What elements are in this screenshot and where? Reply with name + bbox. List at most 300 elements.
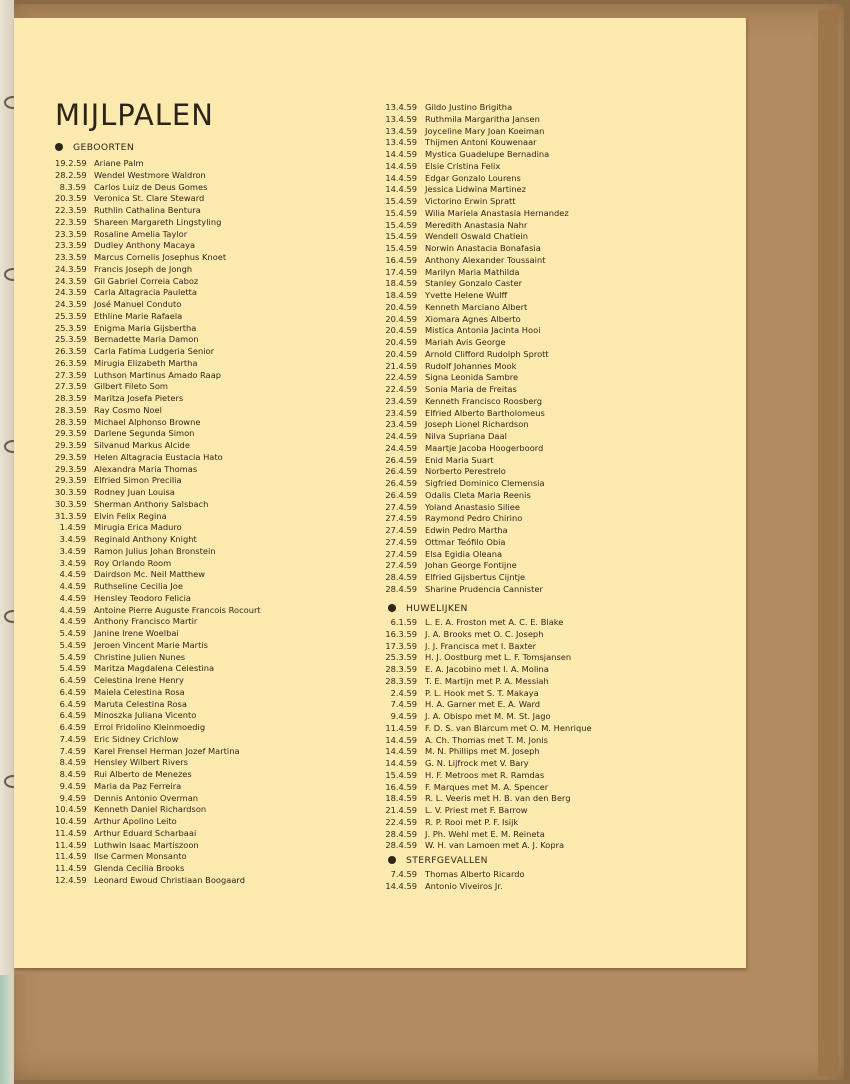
- entry-name: Sigfried Dominico Clemensia: [425, 478, 545, 488]
- list-entry: [384, 549, 569, 561]
- list-entry: [384, 840, 592, 852]
- entry-date: 8.3.59: [59, 181, 86, 192]
- entry-name: Thomas Alberto Ricardo: [425, 869, 525, 879]
- entry-name: Anthony Alexander Toussaint: [425, 254, 546, 265]
- entry-name: Rosaline Amelia Taylor: [94, 228, 188, 239]
- entry-date: 24.3.59: [55, 299, 87, 309]
- list-entry: [55, 346, 261, 358]
- entry-name: M. N. Phillips met M. Joseph: [425, 746, 540, 757]
- list-entry: [55, 722, 261, 734]
- entry-name: Marcus Cornelis Josephus Knoet: [94, 252, 227, 262]
- list-entry: [55, 205, 261, 217]
- entry-date: 27.3.59: [55, 381, 87, 392]
- list-entry: [55, 487, 261, 499]
- list-entry: [384, 220, 569, 232]
- list-entry: [55, 381, 261, 393]
- entry-name: Francis Joseph de Jongh: [94, 263, 193, 274]
- entry-date: 30.3.59: [55, 487, 87, 497]
- entry-date: 16.4.59: [385, 254, 417, 265]
- entry-date: 6.4.59: [59, 698, 86, 709]
- entry-date: 28.4.59: [385, 583, 417, 594]
- entry-date: 26.4.59: [385, 466, 417, 477]
- entry-date: 28.4.59: [385, 572, 417, 582]
- entry-name: Ramon Julius Johan Bronstein: [94, 545, 216, 556]
- list-entry: [55, 734, 261, 746]
- list-entry: [384, 676, 592, 688]
- entry-name: J. J. Francisca met I. Baxter: [425, 640, 537, 651]
- entry-date: 29.3.59: [55, 463, 87, 474]
- entry-date: 24.3.59: [55, 287, 87, 298]
- entry-date: 28.3.59: [55, 393, 87, 403]
- entry-date: 5.4.59: [59, 639, 86, 650]
- list-entry: [55, 428, 261, 440]
- entry-name: Elsie Cristina Felix: [425, 160, 501, 171]
- list-entry: [55, 252, 261, 264]
- entry-name: Gildo Justino Brigitha: [425, 102, 513, 112]
- list-entry: [384, 793, 592, 805]
- entry-date: 5.4.59: [59, 651, 86, 662]
- entry-date: 21.4.59: [385, 360, 417, 371]
- entry-name: Ruthseline Cecilia Joe: [94, 581, 183, 591]
- entry-name: Stanley Gonzalo Caster: [425, 278, 523, 289]
- entry-name: Mistica Antonia Jacinta Hooi: [425, 325, 541, 336]
- list-entry: [55, 769, 261, 781]
- entry-date: 28.3.59: [55, 404, 87, 415]
- entry-date: 12.4.59: [55, 874, 87, 885]
- list-entry: [384, 735, 592, 747]
- list-entry: [55, 475, 261, 487]
- list-entry: [384, 699, 592, 711]
- entry-date: 16.3.59: [385, 628, 417, 639]
- list-entry: [55, 640, 261, 652]
- entry-date: 11.4.59: [55, 851, 87, 862]
- entry-name: L. E. A. Froston met A. C. E. Blake: [425, 617, 564, 627]
- entry-date: 6.4.59: [59, 710, 86, 721]
- list-entry: [384, 337, 569, 349]
- entry-date: 29.3.59: [55, 440, 87, 450]
- bullet-icon: [388, 856, 396, 864]
- list-entry: [384, 137, 569, 149]
- entry-date: 17.4.59: [385, 266, 417, 277]
- list-entry: [384, 629, 592, 641]
- entry-name: Antoine Pierre Auguste Francois Rocourt: [94, 604, 261, 615]
- list-entry: [55, 311, 261, 323]
- list-entry: [384, 478, 569, 490]
- entry-name: Arthur Apolino Leito: [94, 816, 177, 826]
- list-entry: [55, 323, 261, 335]
- list-entry: [55, 652, 261, 664]
- entry-date: 19.2.59: [55, 158, 87, 168]
- list-entry: [384, 711, 592, 723]
- entry-name: Jeroen Vincent Marie Martis: [94, 639, 208, 650]
- entry-name: Glenda Cecilia Brooks: [94, 863, 185, 873]
- list-entry: [384, 869, 525, 881]
- entry-name: Kenneth Daniel Richardson: [94, 804, 207, 815]
- entry-name: Elsa Egidia Oleana: [425, 548, 503, 559]
- list-entry: [55, 440, 261, 452]
- entry-date: 27.4.59: [385, 536, 417, 547]
- list-entry: [384, 102, 569, 114]
- entry-name: Mystica Guadelupe Bernadina: [425, 149, 550, 159]
- entry-date: 24.4.59: [385, 442, 417, 453]
- binding-strip-tab: [0, 975, 10, 1084]
- list-entry: [384, 231, 569, 243]
- entry-name: J. A. Brooks met O. C. Joseph: [425, 628, 544, 639]
- entry-date: 20.4.59: [385, 301, 417, 312]
- list-entry: [384, 419, 569, 431]
- entry-name: Shareen Margareth Lingstyling: [94, 216, 222, 227]
- entry-date: 2.4.59: [390, 687, 417, 698]
- entry-name: E. A. Jacobino met I. A. Molina: [425, 664, 549, 674]
- list-entry: [384, 396, 569, 408]
- entry-date: 9.4.59: [59, 792, 86, 803]
- entry-date: 24.3.59: [55, 275, 87, 286]
- entry-date: 27.4.59: [385, 560, 417, 571]
- entry-name: Edgar Gonzalo Lourens: [425, 172, 521, 183]
- entry-name: Veronica St. Clare Steward: [94, 193, 205, 204]
- entry-name: J. Ph. Wehl met E. M. Reineta: [425, 828, 545, 839]
- list-entry: [384, 384, 569, 396]
- entry-name: Yvette Helene Wulff: [425, 290, 508, 300]
- list-entry: [384, 817, 592, 829]
- entry-name: Enid Maria Suart: [425, 454, 494, 465]
- list-entry: [384, 408, 569, 420]
- list-entry: [384, 149, 569, 161]
- entry-name: Enigma Maria Gijsbertha: [94, 322, 197, 333]
- entry-name: W. H. van Lamoen met A. J. Kopra: [425, 840, 565, 851]
- entry-name: Edwin Pedro Martha: [425, 525, 508, 535]
- entry-name: Luthson Martinus Amado Raap: [94, 369, 222, 380]
- list-entry: [384, 431, 569, 443]
- entry-date: 22.4.59: [385, 372, 417, 383]
- list-entry: [55, 499, 261, 511]
- list-entry: [384, 325, 569, 337]
- list-entry: [55, 710, 261, 722]
- list-entry: [384, 114, 569, 126]
- entry-name: F. D. S. van Blarcum met O. M. Henrique: [425, 722, 592, 733]
- entry-name: Alexandra Maria Thomas: [94, 463, 198, 474]
- entry-date: 25.3.59: [55, 310, 87, 321]
- list-entry: [384, 881, 525, 893]
- entry-name: Elvin Felix Regina: [94, 510, 167, 521]
- entry-name: Ethline Marie Rafaela: [94, 310, 183, 321]
- births-list-left: [55, 158, 261, 887]
- entry-date: 24.3.59: [55, 263, 87, 274]
- section-heading-births: [55, 142, 134, 153]
- entry-name: Sherman Anthony Salsbach: [94, 498, 209, 509]
- entry-name: Silvanud Markus Alcide: [94, 440, 190, 450]
- entry-date: 11.4.59: [55, 839, 87, 850]
- list-entry: [384, 758, 592, 770]
- entry-name: Kenneth Marciano Albert: [425, 301, 528, 312]
- entry-date: 31.3.59: [55, 510, 87, 521]
- list-entry: [55, 158, 261, 170]
- list-entry: [55, 558, 261, 570]
- list-entry: [55, 464, 261, 476]
- entry-name: Minoszka Juliana Vicento: [94, 710, 197, 721]
- entry-date: 26.4.59: [385, 478, 417, 488]
- list-entry: [55, 605, 261, 617]
- entry-name: H. J. Oostburg met L. F. Tomsjansen: [425, 652, 572, 663]
- entry-name: Reginald Anthony Knight: [94, 534, 197, 544]
- entry-name: P. L. Hook met S. T. Makaya: [425, 687, 539, 698]
- entry-date: 27.4.59: [385, 513, 417, 524]
- list-entry: [55, 757, 261, 769]
- list-entry: [384, 243, 569, 255]
- entry-date: 3.4.59: [59, 534, 86, 544]
- list-entry: [55, 781, 261, 793]
- entry-name: Ariane Palm: [94, 158, 144, 168]
- entry-date: 25.3.59: [55, 334, 87, 345]
- entry-name: Sharine Prudencia Cannister: [425, 583, 543, 594]
- list-entry: [384, 829, 592, 841]
- entry-date: 18.4.59: [385, 278, 417, 289]
- entry-name: Ottmar Teófilo Obia: [425, 536, 506, 547]
- entry-date: 23.3.59: [55, 228, 87, 239]
- entry-date: 4.4.59: [59, 604, 86, 615]
- entry-date: 4.4.59: [59, 569, 86, 580]
- list-entry: [55, 287, 261, 299]
- entry-name: José Manuel Conduto: [94, 299, 182, 309]
- list-entry: [384, 502, 569, 514]
- entry-name: Raymond Pedro Chirino: [425, 513, 523, 524]
- list-entry: [384, 196, 569, 208]
- marriages-list: [384, 617, 592, 852]
- entry-name: Errol Fridolino Kleinmoedig: [94, 722, 206, 732]
- entry-date: 25.3.59: [55, 322, 87, 333]
- list-entry: [384, 267, 569, 279]
- entry-name: Dudley Anthony Macaya: [94, 240, 196, 251]
- entry-date: 26.3.59: [55, 357, 87, 368]
- entry-date: 23.3.59: [55, 240, 87, 251]
- entry-name: F. Marques met M. A. Spencer: [425, 781, 549, 792]
- entry-name: Anthony Francisco Martir: [94, 616, 198, 627]
- entry-date: 6.4.59: [59, 675, 86, 685]
- list-entry: [384, 466, 569, 478]
- entry-date: 27.3.59: [55, 369, 87, 380]
- entry-name: Rui Alberto de Menezes: [94, 769, 192, 779]
- entry-name: G. N. Lijfrock met V. Bary: [425, 758, 529, 768]
- list-entry: [55, 875, 261, 887]
- entry-name: Janine Irene Woelbai: [94, 628, 179, 638]
- entry-name: Rudolf Johannes Mook: [425, 360, 517, 371]
- entry-name: Joseph Lionel Richardson: [425, 419, 529, 430]
- entry-name: Xiomara Agnes Alberto: [425, 313, 521, 324]
- list-entry: [384, 723, 592, 735]
- list-entry: [55, 804, 261, 816]
- entry-date: 15.4.59: [385, 196, 417, 206]
- entry-name: Celestina Irene Henry: [94, 675, 184, 685]
- list-entry: [55, 746, 261, 758]
- entry-date: 7.4.59: [390, 699, 417, 710]
- list-entry: [384, 455, 569, 467]
- list-entry: [55, 217, 261, 229]
- entry-name: Norwin Anastacia Bonafasia: [425, 243, 541, 253]
- list-entry: [384, 302, 569, 314]
- section-label: GEBOORTEN: [73, 142, 135, 153]
- entry-name: Gil Gabriel Correia Caboz: [94, 275, 199, 286]
- entry-date: 16.4.59: [385, 781, 417, 792]
- entry-date: 3.4.59: [59, 557, 86, 568]
- entry-date: 29.3.59: [55, 475, 87, 486]
- entry-name: Ruthlin Cathalina Bentura: [94, 205, 201, 215]
- entry-name: Carla Fatima Ludgeria Senior: [94, 346, 215, 356]
- entry-name: Leonard Ewoud Christiaan Boogaard: [94, 874, 245, 885]
- entry-date: 14.4.59: [385, 734, 417, 745]
- list-entry: [55, 334, 261, 346]
- entry-date: 25.3.59: [385, 652, 417, 663]
- entry-name: Arnold Clifford Rudolph Sprott: [425, 348, 549, 359]
- entry-date: 27.4.59: [385, 501, 417, 512]
- list-entry: [384, 314, 569, 326]
- list-entry: [55, 240, 261, 252]
- entry-date: 15.4.59: [385, 219, 417, 230]
- list-entry: [55, 299, 261, 311]
- entry-name: Luthwin Isaac Martiszoon: [94, 839, 199, 850]
- entry-name: Gilbert Fileto Som: [94, 381, 168, 392]
- entry-date: 27.4.59: [385, 548, 417, 559]
- list-entry: [55, 264, 261, 276]
- entry-date: 13.4.59: [385, 102, 417, 112]
- entry-date: 5.4.59: [59, 663, 86, 674]
- entry-date: 29.3.59: [55, 428, 87, 439]
- list-entry: [55, 229, 261, 241]
- list-entry: [55, 581, 261, 593]
- list-entry: [55, 511, 261, 523]
- entry-date: 14.4.59: [385, 746, 417, 757]
- section-heading-marriages: [388, 603, 468, 614]
- entry-date: 29.3.59: [55, 451, 87, 462]
- list-entry: [55, 840, 261, 852]
- entry-name: Mirugia Erica Maduro: [94, 522, 182, 533]
- entry-date: 5.4.59: [59, 628, 86, 638]
- entry-name: Karel Frensel Herman Jozef Martina: [94, 745, 240, 756]
- entry-name: Carlos Luiz de Deus Gomes: [94, 181, 208, 192]
- entry-name: Maartje Jacoba Hoogerboord: [425, 442, 544, 453]
- list-entry: [384, 184, 569, 196]
- list-entry: [55, 687, 261, 699]
- entry-date: 14.4.59: [385, 160, 417, 171]
- list-entry: [55, 675, 261, 687]
- entry-date: 3.4.59: [59, 545, 86, 556]
- list-entry: [55, 616, 261, 628]
- entry-name: Jessica Lidwina Martinez: [425, 184, 526, 195]
- list-entry: [55, 546, 261, 558]
- entry-date: 17.3.59: [385, 640, 417, 651]
- list-entry: [384, 161, 569, 173]
- list-entry: [55, 522, 261, 534]
- entry-date: 1.4.59: [59, 522, 86, 533]
- list-entry: [55, 534, 261, 546]
- entry-date: 11.4.59: [55, 827, 87, 838]
- list-entry: [55, 393, 261, 405]
- entry-date: 11.4.59: [385, 722, 417, 733]
- entry-name: Ilse Carmen Monsanto: [94, 851, 187, 862]
- list-entry: [384, 126, 569, 138]
- list-entry: [55, 851, 261, 863]
- list-entry: [55, 793, 261, 805]
- entry-date: 23.4.59: [385, 407, 417, 418]
- entry-name: Darlene Segunda Simon: [94, 428, 195, 439]
- entry-date: 9.4.59: [59, 780, 86, 791]
- entry-name: Eric Sidney Crichlow: [94, 733, 179, 744]
- entry-name: Rodney Juan Louisa: [94, 487, 175, 497]
- list-entry: [384, 805, 592, 817]
- entry-date: 20.4.59: [385, 313, 417, 324]
- entry-date: 22.3.59: [55, 216, 87, 227]
- list-entry: [384, 641, 592, 653]
- entry-name: Johan George Fontijne: [425, 560, 517, 571]
- entry-name: Maria da Paz Ferreira: [94, 780, 182, 791]
- entry-name: Arthur Eduard Scharbaai: [94, 827, 197, 838]
- deaths-list: [384, 869, 525, 893]
- list-entry: [384, 688, 592, 700]
- entry-date: 11.4.59: [55, 863, 87, 873]
- list-entry: [55, 405, 261, 417]
- entry-name: Signa Leonida Sambre: [425, 372, 519, 383]
- list-entry: [384, 490, 569, 502]
- entry-date: 27.4.59: [385, 525, 417, 535]
- list-entry: [55, 358, 261, 370]
- entry-name: Wilia Mariela Anastasia Hernandez: [425, 207, 569, 218]
- entry-date: 14.4.59: [385, 149, 417, 159]
- entry-name: Bernadette Maria Damon: [94, 334, 199, 345]
- entry-name: Elfried Simon Precilia: [94, 475, 182, 486]
- list-entry: [384, 255, 569, 267]
- entry-date: 15.4.59: [385, 243, 417, 253]
- list-entry: [384, 782, 592, 794]
- entry-name: Michael Alphonso Browne: [94, 416, 201, 427]
- entry-date: 22.3.59: [55, 205, 87, 215]
- entry-name: Helen Altagracia Eustacia Hato: [94, 451, 223, 462]
- list-entry: [55, 699, 261, 711]
- entry-date: 28.2.59: [55, 169, 87, 180]
- entry-date: 18.4.59: [385, 290, 417, 300]
- entry-date: 10.4.59: [55, 804, 87, 815]
- entry-name: Hensley Wilbert Rivers: [94, 757, 189, 768]
- entry-date: 14.4.59: [385, 184, 417, 195]
- entry-name: Dairdson Mc. Neil Matthew: [94, 569, 206, 580]
- list-entry: [55, 182, 261, 194]
- bullet-icon: [388, 604, 396, 612]
- entry-name: Mirugia Elizabeth Martha: [94, 357, 198, 368]
- entry-date: 6.1.59: [390, 617, 417, 627]
- entry-name: H. F. Metroos met R. Ramdas: [425, 769, 545, 780]
- entry-date: 8.4.59: [59, 757, 86, 768]
- entry-name: L. V. Priest met F. Barrow: [425, 805, 528, 815]
- entry-name: Wendell Oswald Chatlein: [425, 231, 528, 242]
- list-entry: [384, 278, 569, 290]
- entry-name: Christine Julien Nunes: [94, 651, 186, 662]
- list-entry: [55, 417, 261, 429]
- entry-date: 23.4.59: [385, 419, 417, 430]
- list-entry: [384, 443, 569, 455]
- binder-edge: [818, 10, 838, 1076]
- entry-date: 10.4.59: [55, 816, 87, 826]
- entry-name: H. A. Garner met E. A. Ward: [425, 699, 541, 710]
- entry-name: Carla Altagracia Pauletta: [94, 287, 197, 298]
- entry-name: J. A. Obispo met M. M. St. Jago: [425, 711, 551, 721]
- entry-name: Marilyn Maria Mathilda: [425, 266, 520, 277]
- bullet-icon: [55, 143, 63, 151]
- entry-name: Meredith Anastasia Nahr: [425, 219, 528, 230]
- entry-name: Victorino Erwin Spratt: [425, 196, 516, 206]
- entry-name: Odalis Cleta Maria Reenis: [425, 489, 531, 500]
- entry-date: 28.4.59: [385, 840, 417, 851]
- entry-date: 7.4.59: [390, 869, 417, 879]
- list-entry: [384, 290, 569, 302]
- entry-date: 8.4.59: [59, 769, 86, 779]
